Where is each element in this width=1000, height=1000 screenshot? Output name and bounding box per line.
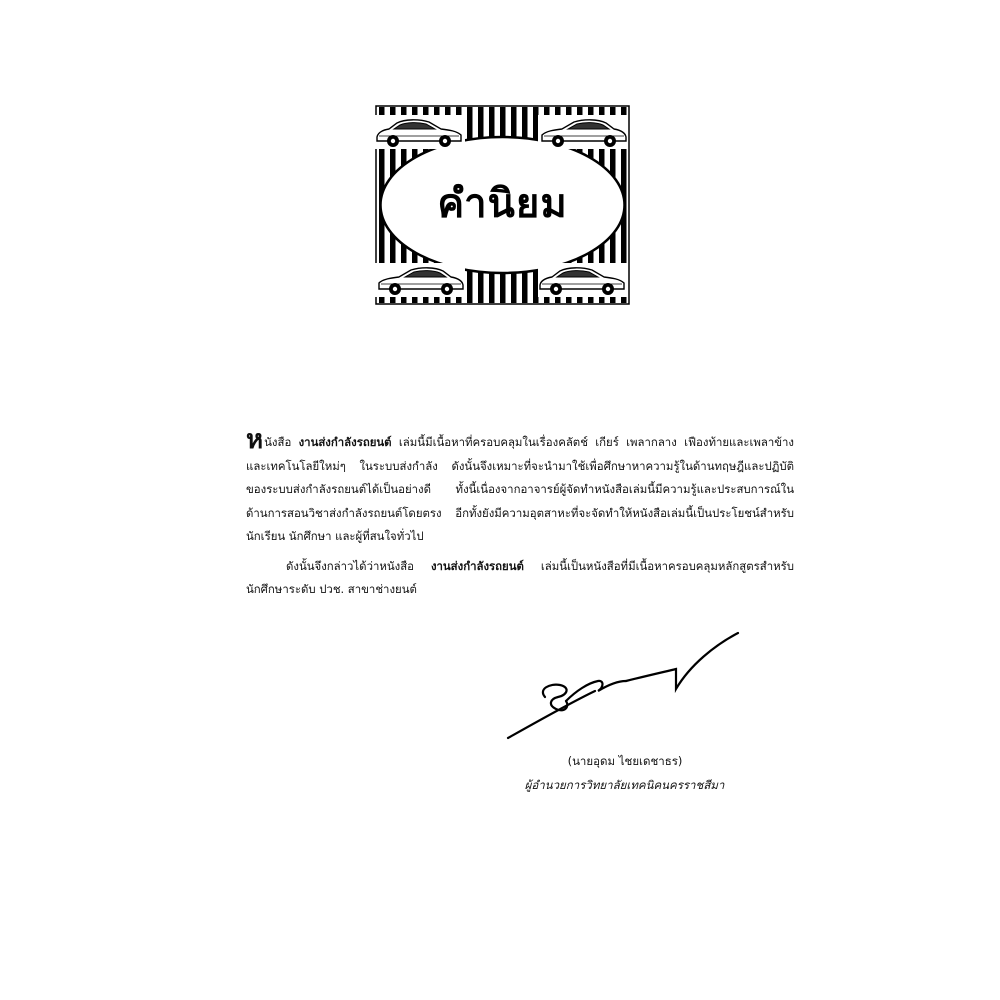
paragraph-1-text-rest: เล่มนี้มีเนื้อหาที่ครอบคลุมในเรื่องคลัตช์ เกียร์ เพลากลาง เฟืองท้ายและเพลาข้าง และเทคโนโลยีใหม่ๆ ในระบบส่งกำลัง ดังนั้นจึงเหมาะที่จะนำมาใช้เพื่อศึกษาหาความรู้ในด้านทฤษฎีและปฏิบัติของระบบส่งกำลังรถยนต์ได้เป็นอย่างดี ทั้งนี้เนื่องจากอาจารย์ผู้จัดทำหนังสือเล่มนี้มีความรู้และประสบการณ์ในด้านการสอนวิชาส่งกำลังรถยนต์โดยตรง อีกทั้งยังมีความอุตสาหะที่จะจัดทำให้หนังสือเล่มนี้เป็นประโยชน์สำหรับนักเรียน นักศึกษา และผู้ที่สนใจทั่วไป <box>246 435 794 543</box>
drop-cap: ห <box>246 425 264 455</box>
foreword-body <box>246 425 794 602</box>
foreword-paragraph-1 <box>246 425 794 549</box>
paragraph-2-text-rest: เล่มนี้เป็นหนังสือที่มีเนื้อหาครอบคลุมหลักสูตรสำหรับนักศึกษาระดับ ปวช. สาขาช่างยนต์ <box>246 558 794 596</box>
signer-title: ผู้อำนวยการวิทยาลัยเทคนิคนครราชสีมา <box>524 778 725 792</box>
car-icon <box>538 263 628 297</box>
paragraph-2-text-start: ดังนั้นจึงกล่าวได้ว่าหนังสือ <box>286 558 431 573</box>
page-title: คำนิยม <box>437 181 568 227</box>
signature-mark <box>500 625 745 745</box>
car-icon <box>375 115 465 149</box>
book-title-bold-2: งานส่งกำลังรถยนต์ <box>430 558 524 573</box>
foreword-paragraph-2 <box>246 555 794 602</box>
paragraph-1-text-start: นังสือ <box>264 435 299 449</box>
signer-name: (นายอุดม ไชยเดชาธร) <box>567 754 683 768</box>
car-icon <box>538 115 628 149</box>
book-title-bold: งานส่งกำลังรถยนต์ <box>298 435 392 449</box>
car-icon <box>375 263 465 297</box>
title-frame <box>375 105 630 305</box>
